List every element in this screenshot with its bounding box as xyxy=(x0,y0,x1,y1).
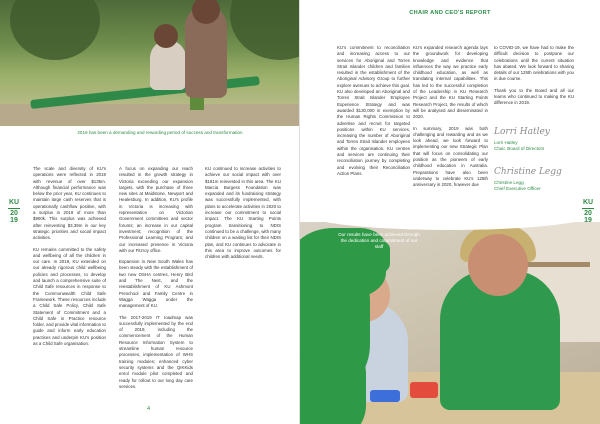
paragraph: The 2017-2019 IT roadmap was successfully implemented by the end of 2019, including the commencement of the Human Resource Information System to streamline human resource processes, implementation of WHS training modules; enhanced cyber security systems and the QIKKids enrol module pilot completed and ready for rollout to our long day care services. xyxy=(119,314,193,389)
paragraph: KU's commitment to reconciliation and increasing access to our services for Aboriginal and Torres Strait Islander children and families resulted in the establishment of the Aboriginal Advisory Group to further explore avenues to achieve this goal. KU also developed an Aboriginal and Torres Strait Islander Employee Experience Strategy and was awarded $130,000 in exemption by the Human Rights Commission to advertise and recruit for targeted positions within KU services, increasing the number of Aboriginal and Torres Strait Islander employees within the organisation. KU centres and services are continuing their reconciliation journey by completing and evolving their Reconciliation Action Plans. xyxy=(337,45,410,176)
green-brush-overlay xyxy=(300,228,390,424)
year-marker-20: 20 xyxy=(10,209,18,217)
paragraph: KU's expanded research agenda lays the groundwork for developing knowledge and evidence that influences the way we practice early childhood education, as well as translating internal capabilities. This has led to the successful completion of the Leadership in KU Research Project and the KU Starting Points Research Project, the results of which will be analysed and disseminated in 2020. xyxy=(413,45,488,120)
paragraph: Thank you to the Board and all our teams who continued to making the KU difference in 2019. xyxy=(494,87,574,106)
year-marker-19: 19 xyxy=(584,217,592,224)
paragraph: KU remains committed to the safety and wellbeing of all the children in our care. In 2019, KU extended on our already rigorous child wellbeing policies and processes, to develop and launch a comprehensive suite of Child Safe resources in response to the Commonwealth Child Safe Framework. These resources include a Child Safe Policy, Child Safe Statement of Commitment and a Child Safe in Practice resource folder, and provide vital information to guide and inform early education practices and underpin KU's position as a Child Safe organisation. xyxy=(33,246,106,347)
right-photo-caption: Our results have been achieved through the dedication and commitment of our staff xyxy=(338,232,420,249)
paragraph: The scale and diversity of KU's operations were reflected in 2019 with revenue of over $135m. Although financial performance was below the prior year, KU continues to maintain large cash reserves that is operationally cashflow positive, with a surplus in 2019 of more than $900k. This surplus was achieved after reinvesting $3.39m in our key strategic priorities and social impact activities. xyxy=(33,166,106,241)
year-marker xyxy=(6,199,22,225)
page-number: 4 xyxy=(147,406,151,412)
paragraph: KU continued to increase activities to achieve our social impact with over $181m reinvested in this area. The KU Marcia Burgess Foundation was expanded and its fundraising strategy was successfully implemented, with plans to accelerate activities in 2020 to increase our commitment to social impact. The KU Starting Points program transitioning to NDIS continued to be a challenge, with many children on a waiting list for their NDIS plan, and KU continues to advocate in this area to improve outcomes for children with additional needs. xyxy=(205,166,281,260)
right-column-2 xyxy=(413,45,488,194)
left-column-2 xyxy=(119,166,193,395)
paragraph: In summary, 2019 was both challenging and rewarding and as we look ahead, we look forward to implementing our new Strategic Plan that will focus on consolidating our position as the pioneers of early childhood education in Australia. Preparations have also been underway to celebrate KU's 125th anniversary in 2020, however due xyxy=(413,125,488,188)
signature: Christine Legg xyxy=(494,167,562,177)
year-marker xyxy=(580,199,596,225)
paragraph: A focus on expanding our reach resulted in the growth strategy in Victoria exceeding our expansion targets, with the purchase of three new sites at Maidstone, Newport and Healesburg. In addition, KU's profile in Victoria is increasing with representation on Victorian Government committees and sector forums; an increase in our capital investment; recognition of the Professional Learning Program; and our increased presence in Victoria with our Fitzroy office. xyxy=(119,166,193,253)
signatory-title: Chief Executive Officer xyxy=(494,186,541,191)
signature-ceo xyxy=(494,167,584,192)
brush-divider xyxy=(6,126,300,144)
right-column-1 xyxy=(337,45,410,182)
signature-chair xyxy=(494,127,584,152)
right-column-3 xyxy=(494,45,574,112)
year-marker-20: 20 xyxy=(584,209,592,217)
section-title: CHAIR AND CEO'S REPORT xyxy=(409,10,491,16)
signatory-title: Chair, Board of Directors xyxy=(494,146,545,151)
paragraph: Expansion in New South Wales has been steady with the establishment of two new OSHA centres, Henry Bird and The Nest, and the reestablishment of KU Ashmont Preschool and Family Centre in Wagga Wagga under the management of KU. xyxy=(119,259,193,309)
year-marker-ku: KU xyxy=(8,199,20,206)
signatory-name: Christine Legg xyxy=(494,180,524,185)
left-photo-caption: 2019 has been a demanding and rewarding period of success and transformation xyxy=(77,130,243,135)
year-marker-ku: KU xyxy=(582,199,594,206)
left-column-3 xyxy=(205,166,281,265)
year-marker-19: 19 xyxy=(10,217,18,224)
signatory-name: Lorri Hatley xyxy=(494,140,518,145)
left-photo xyxy=(0,0,300,126)
paragraph: to COVID-19, we have had to make the difficult decision to postpone our celebrations until the current situation has abated. We look forward to sharing details of our 125th celebrations with you in due course. xyxy=(494,45,574,82)
left-column-1 xyxy=(33,166,106,352)
signature: Lorri Hatley xyxy=(494,127,550,137)
